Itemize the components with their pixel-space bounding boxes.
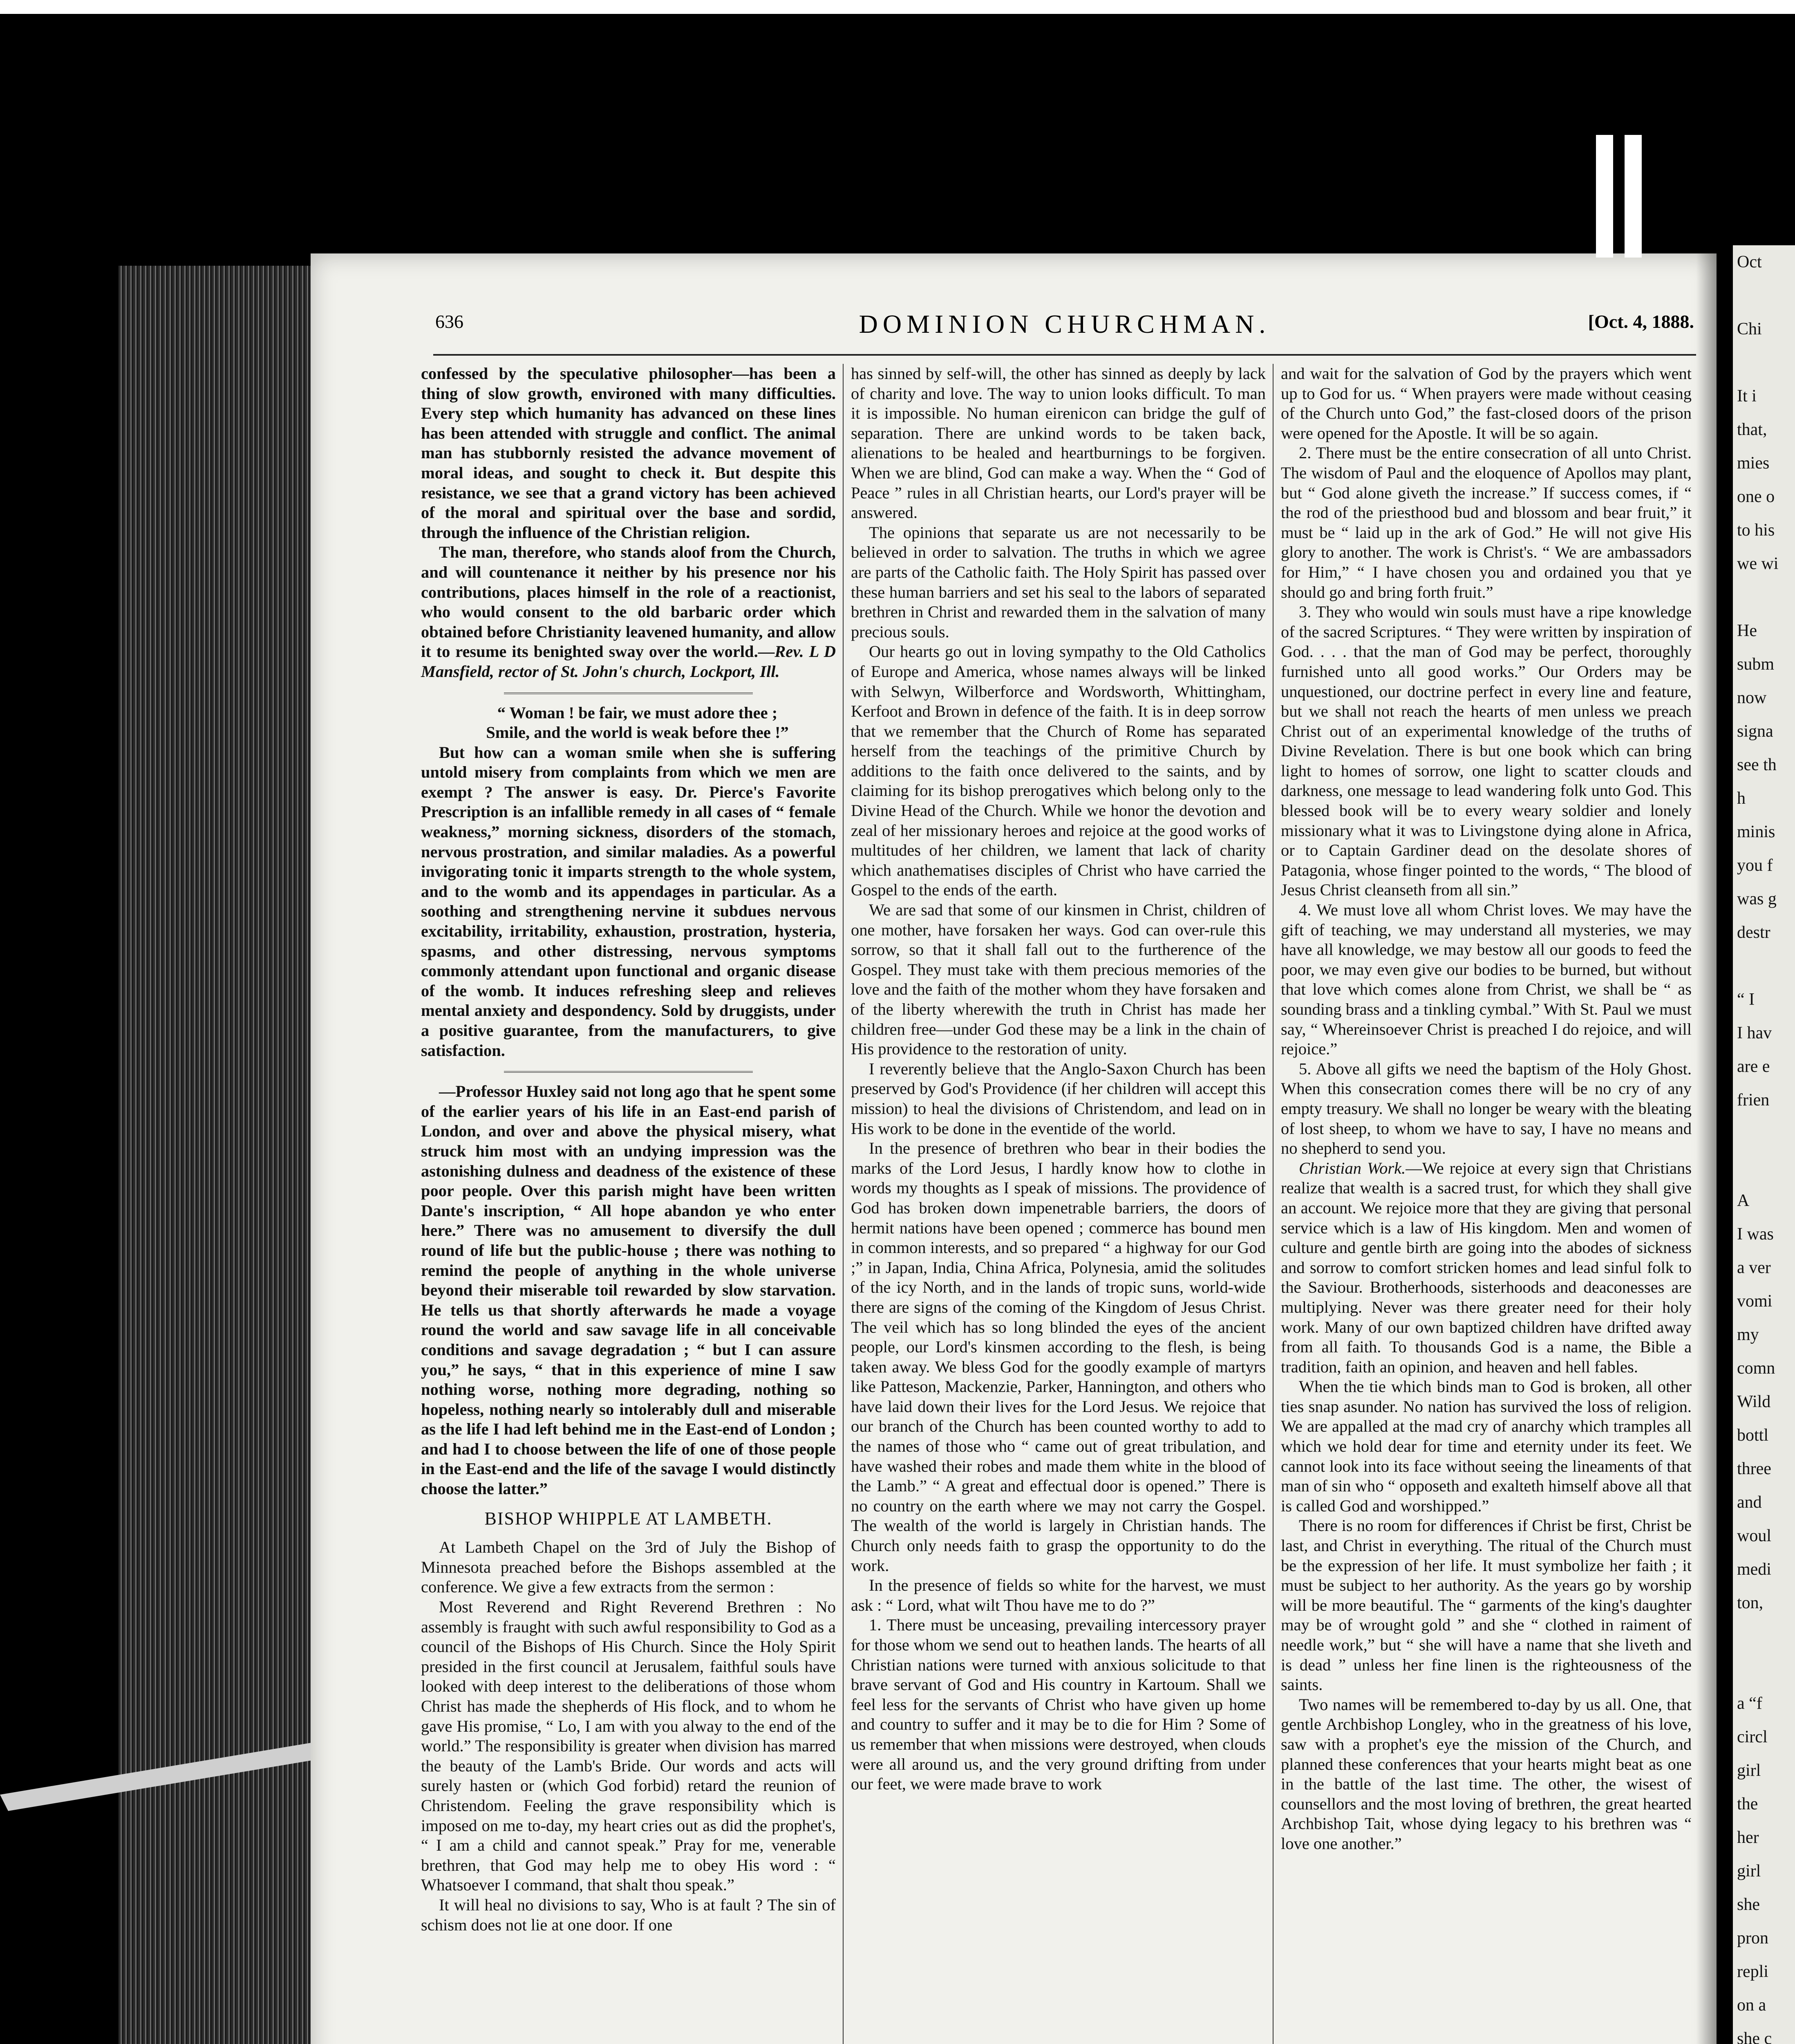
- adjacent-page-line: Chi: [1737, 320, 1762, 338]
- article-paragraph: 1. There must be unceasing, prevailing intercessory prayer for those whom we send out to heathen lands. The hearts of all Christian nations were turned with anxious solicitude to that brave servant of God and His country in Kartoum. Shall we feel less for the servants of Christ who have given up home and country to suffer and it may be to die for Him ? Some of us remember that when missions were destroyed, when clouds were all around us, and the very ground drifting from under our feet, we were made brave to work: [851, 1616, 1266, 1793]
- adjacent-page-line: h: [1737, 789, 1746, 808]
- adjacent-page-line: subm: [1737, 655, 1775, 674]
- article-paragraph: has sinned by self-will, the other has sinned as deeply by lack of charity and love. The way to union looks difficult. To man it is impossible. No human eirenicon can bridge the gulf of separation. There are unkind words to be taken back, alienations to be healed and heartburnings to be forgiven. When we are blind, God can make a way. When the “ God of Peace ” rules in all Christian hearts, our Lord's prayer will be answered.: [851, 364, 1266, 522]
- advertisement-paragraph: But how can a woman smile when she is suffering untold misery from complaints from which we men are exempt ? The answer is easy. Dr. Pierce's Favorite Prescription is an infallible remedy in all cases of “ female weakness,” morning sickness, disorders of the stomach, nervous prostration, and similar maladies. As a powerful invigorating tonic it imparts strength to the whole system, and to the womb and its appendages in particular. As a soothing and strengthening nervine it subdues nervous excitability, irritability, exhaustion, prostration, hysteria, spasms, and other distressing, nervous symptoms commonly attendant upon functional and organic disease of the womb. It induces refreshing sleep and relieves mental anxiety and despondency. Sold by druggists, under a positive guarantee, from the manufacturers, to give satisfaction.: [421, 743, 836, 1060]
- adjacent-page-line: signa: [1737, 722, 1773, 741]
- adjacent-page-line: was g: [1737, 890, 1777, 908]
- adjacent-page-line: [1733, 949, 1795, 983]
- adjacent-page-line: on a: [1737, 1996, 1766, 2015]
- masthead-title: DOMINION CHURCHMAN.: [859, 309, 1271, 338]
- adjacent-page-line: she: [1737, 1895, 1760, 1914]
- adjacent-page-line: vomi: [1737, 1292, 1773, 1311]
- article-paragraph: 5. Above all gifts we need the baptism of the Holy Ghost. When this consecration comes there will be no cry of any empty treasury. We shall no longer be weary with the bleating of lost sheep, to whom we have to say, I have no means and no shepherd to send you.: [1281, 1059, 1692, 1158]
- adjacent-page-line: [1733, 1620, 1795, 1653]
- article-paragraph: It will heal no divisions to say, Who is at fault ? The sin of schism does not lie at one door. If one: [421, 1895, 836, 1934]
- adjacent-page-line: “ I: [1737, 990, 1755, 1009]
- adjacent-page-line: girl: [1737, 1761, 1761, 1780]
- adjacent-page-line: see th: [1737, 755, 1777, 774]
- column-divider: [1273, 364, 1274, 2044]
- article-paragraph: 3. They who would win souls must have a ripe knowledge of the sacred Scriptures. “ They were written by inspiration of God. . . . that the man of God may be perfect, thoroughly furnished unto all good works.” Our Orders may be unquestioned, our doctrine perfect in every line and feature, but we shall not reach the hearts of men unless we preach Christ out of an experimental knowledge of the truths of Divine Revelation. There is but one book which can bring light to homes of sorrow, one light to scatter clouds and darkness, one message to lead wandering folk unto God. This blessed book will be to every weary soldier and lonely missionary what it was to Livingstone dying alone in Africa, or to Captain Gardiner dead on the desolate shores of Patagonia, whose finger pointed to the words, “ The blood of Jesus Christ cleanseth from all sin.”: [1281, 603, 1692, 899]
- adjacent-page-line: I hav: [1737, 1024, 1772, 1042]
- article-paragraph: In the presence of brethren who bear in their bodies the marks of the Lord Jesus, I hardly know how to clothe in words my thoughts as I speak of missions. The providence of God has broken down impenetrable barriers, the doors of hermit nations have been opened ; commerce has bound men in common interests, and so prepared “ a highway for our God ;” in Japan, India, China Africa, Polynesia, amid the solitudes of the icy North, and in the lands of tropic suns, world-wide there are signs of the coming of the Kingdom of Jesus Christ. The veil which has so long blinded the eyes of the ancient people, our Lord's kinsmen according to the flesh, is being taken away. We bless God for the goodly example of martyrs like Patteson, Mackenzie, Parker, Hannington, and others who have laid down their lives for the Lord Jesus. We rejoice that our branch of the Church has been counted worthy to add to the names of those who “ came out of great tribulation, and have washed their robes and made them white in the blood of the Lamb.” “ A great and effectual door is opened.” There is no country on the earth where we may not carry the Gospel. The wealth of the world is largely in Christian hands. The Church only needs faith to grasp the opportunity to do the work.: [851, 1139, 1266, 1575]
- adjacent-page-line: woul: [1737, 1526, 1771, 1545]
- adjacent-page-line: [1733, 1117, 1795, 1150]
- adjacent-page-line: one o: [1737, 487, 1775, 506]
- article-paragraph: There is no room for differences if Christ be first, Christ be last, and Christ in everything. The ritual of the Church must be the expression of her life. It must symbolize her faith ; it must be subject to her authority. As the years go by worship will be more beautiful. The “ garments of the king's daughter may be of wrought gold ” and she “ clothed in raiment of needle work,” but “ she will have a name that she liveth and is dead ” unless her fine linen is the righteousness of the saints.: [1281, 1516, 1692, 1694]
- adjacent-page-text: [1733, 245, 1795, 2044]
- adjacent-page-line: her: [1737, 1828, 1759, 1847]
- adjacent-page-line: the: [1737, 1795, 1758, 1813]
- adjacent-page-line: minis: [1737, 823, 1775, 841]
- adjacent-page-line: that,: [1737, 420, 1767, 439]
- adjacent-page-line: she c: [1737, 2029, 1772, 2044]
- article-paragraph: 4. We must love all whom Christ loves. We may have the gift of teaching, we may understand all mysteries, we may have all knowledge, we may bestow all our goods to feed the poor, we may even give our bodies to be burned, but without that love which comes alone from Christ, we shall be “ as sounding brass and a tinkling cymbal.” With St. Paul we must say, “ Whereinsoever Christ is preached I do rejoice, and will rejoice.”: [1281, 901, 1692, 1058]
- adjacent-page-line: ton,: [1737, 1594, 1764, 1612]
- article-heading: BISHOP WHIPPLE AT LAMBETH.: [484, 1508, 772, 1529]
- adjacent-page-line: medi: [1737, 1560, 1771, 1579]
- adjacent-page-line: circl: [1737, 1728, 1768, 1746]
- adjacent-page-line: A: [1737, 1191, 1750, 1210]
- issue-date: [Oct. 4, 1888.: [1588, 311, 1694, 332]
- article-paragraph: Two names will be remembered to-day by us all. One, that gentle Archbishop Longley, who in the greatness of his love, saw with a prophet's eye the mission of the Church, and planned these conferences that your hearts might beat as one in the battle of the last time. The other, the wisest of counsellors and the most loving of brethren, the great hearted Archbishop Tait, whose dying legacy to his brethren was “ love one another.”: [1281, 1695, 1692, 1853]
- column-3: [1281, 364, 1692, 1854]
- adjacent-page-line: [1733, 346, 1795, 379]
- adjacent-page-line: girl: [1737, 1862, 1761, 1880]
- adjacent-page-line: you f: [1737, 856, 1773, 875]
- column-divider: [843, 364, 844, 2044]
- adjacent-page-line: comn: [1737, 1359, 1775, 1378]
- adjacent-page-strip: [1733, 245, 1795, 2044]
- verse-line: Smile, and the world is weak before thee !”: [486, 723, 789, 742]
- top-white-strip: [0, 0, 1795, 14]
- scanner-marker: [1625, 135, 1642, 258]
- subsection-lead: Christian Work.: [1299, 1159, 1406, 1177]
- adjacent-page-line: are e: [1737, 1057, 1770, 1076]
- adjacent-page-line: [1733, 580, 1795, 614]
- adjacent-page-line: frien: [1737, 1091, 1770, 1109]
- adjacent-page-line: now: [1737, 688, 1767, 707]
- article-paragraph: At Lambeth Chapel on the 3rd of July the Bishop of Minnesota preached before the Bishops assembled at the conference. We give a few extracts from the sermon :: [421, 1538, 836, 1596]
- adjacent-page-line: my: [1737, 1325, 1759, 1344]
- article-paragraph: 2. There must be the entire consecration of all unto Christ. The wisdom of Paul and the eloquence of Apollos may plant, but “ God alone giveth the increase.” If success comes, if “ the rod of the priesthood bud and blossom and bear fruit,” it must be “ laid up in the ark of God.” He will not give His glory to another. The work is Christ's. “ We are ambassadors for Him,” “ I have chosen you and ordained you that ye should go and bring forth fruit.”: [1281, 444, 1692, 601]
- header-rule: [433, 354, 1696, 356]
- article-paragraph: When the tie which binds man to God is broken, all other ties snap asunder. No nation has survived the loss of religion. We are appalled at the mad cry of anarchy which tramples all which we hold dear for time and eternity under its feet. We cannot look into its face without seeing the lineaments of that man of sin who “ opposeth and exalteth himself above all that is called God and worshipped.”: [1281, 1377, 1692, 1515]
- article-paragraph: confessed by the speculative philosopher—has been a thing of slow growth, environed with many difficulties. Every step which humanity has advanced on these lines has been attended with struggle and conflict. The animal man has stubbornly resisted the advance movement of moral ideas, and sought to check it. But despite this resistance, we see that a grand victory has been achieved of the moral and spiritual over the base and sordid, through the influence of the Christian religion.: [421, 364, 836, 542]
- adjacent-page-line: mies: [1737, 454, 1770, 473]
- article-paragraph: Christian Work.—We rejoice at every sign that Christians realize that wealth is a sacred trust, for which they shall give an account. We rejoice more that they are giving that personal service which is a law of His kingdom. Men and women of culture and gentle birth are going into the abodes of sickness and sorrow to comfort stricken homes and lead sinful folk to the Saviour. Brotherhoods, sisterhoods and deaconesses are multiplying. Never was there greater need for their holy work. Many of our own baptized children have drifted away from all faith. To thousands God is a name, the Bible a tradition, faith an opinion, and heaven and hell fables.: [1281, 1159, 1692, 1376]
- author-signature: Rev. L D Mansfield, rector of St. John's church, Lockport, Ill.: [421, 642, 836, 681]
- adjacent-page-line: three: [1737, 1459, 1771, 1478]
- spine-shadow: [1696, 253, 1733, 2044]
- article-paragraph: We are sad that some of our kinsmen in Christ, children of one mother, have forsaken her ways. God can over-rule this sorrow, so that it shall fall out to the furtherence of the Gospel. They must take with them precious memories of the love and the faith of the mother whom they have forsaken and of the liberty wherewith the truth in Christ has made her children free—under God these may be a link in the chain of His providence to the restoration of unity.: [851, 901, 1266, 1058]
- adjacent-page-line: to his: [1737, 521, 1775, 540]
- adjacent-page-line: pron: [1737, 1929, 1768, 1948]
- section-separator: [504, 1071, 753, 1073]
- column-1: [421, 364, 836, 1935]
- article-paragraph: I reverently believe that the Anglo-Saxon Church has been preserved by God's Providence (if her children will accept this mission) to heal the divisions of Christendom, and lead on in His work to be done in the eventide of the world.: [851, 1059, 1266, 1138]
- adjacent-page-line: He: [1737, 621, 1757, 640]
- article-paragraph: —Professor Huxley said not long ago that he spent some of the earlier years of his life in an East-end parish of London, and over and above the physical misery, what struck him most with an undying impression was the astonishing dulness and deadness of the existence of these poor people. Over this parish might have been written Dante's inscription, “ All hope abandon ye who enter here.” There was no amusement to diversify the dull round of life but the public-house ; there was nothing to remind the people of anything in the whole universe beyond their miserable toil rewarded by slow starvation. He tells us that shortly afterwards he made a voyage round the world and saw savage life in all conceivable conditions and savage degradation ; “ but I can assure you,” he says, “ that in this experience of mine I saw nothing worse, nothing more degrading, nothing so hopeless, nothing nearly so intolerably dull and miserable as the life I had left behind me in the East-end of London ; and had I to choose between the life of one of those people in the East-end and the life of the savage I would distinctly choose the latter.”: [421, 1082, 836, 1498]
- adjacent-page-line: Wild: [1737, 1392, 1771, 1411]
- adjacent-page-line: bottl: [1737, 1426, 1769, 1445]
- article-paragraph: Most Reverend and Right Reverend Brethren : No assembly is fraught with such awful responsibility to God as a council of the Bishops of His Church. Since the Holy Spirit presided in the first council at Jerusalem, faithful souls have looked with deep interest to the deliberations of those whom Christ has made the shepherds of His flock, and to whom he gave His promise, “ Lo, I am with you alway to the end of the world.” The responsibility is greater when division has marred the beauty of the Lamb's Bride. Our words and acts will surely hasten or (which God forbid) retard the reunion of Christendom. Feeling the grave responsibility which is imposed on me to-day, my heart cries out as did the prophet's, “ I am a child and cannot speak.” Pray for me, venerable brethren, that God may help me to obey His word : “ Whatsoever I command, that shalt thou speak.”: [421, 1598, 836, 1894]
- section-separator: [504, 693, 753, 694]
- adjacent-page-line: Oct: [1737, 253, 1762, 271]
- adjacent-page-line: [1733, 279, 1795, 312]
- page-header: [435, 311, 1694, 343]
- article-paragraph: The man, therefore, who stands aloof from the Church, and will countenance it neither by his presence nor his contributions, places himself in the role of a reactionist, who would consent to the old barbaric order which obtained before Christianity leavened humanity, and allow it to resume its benighted sway over the world.—Rev. L D Mansfield, rector of St. John's church, Lockport, Ill.: [421, 543, 836, 681]
- article-paragraph: Our hearts go out in loving sympathy to the Old Catholics of Europe and America, whose names always will be linked with Selwyn, Wilberforce and Wordsworth, Whittingham, Kerfoot and Brown in defence of the faith. It is in deep sorrow that we remember that the Church of Rome has separated herself from the teachings of the primitive Church by additions to the faith once delivered to the saints, and by claiming for its bishop prerogatives which belong only to the Divine Head of the Church. While we honor the devotion and zeal of her missionary heroes and rejoice at the good works of multitudes of her children, we lament that lack of charity which anathematises disciples of Christ who have carried the Gospel to the ends of the earth.: [851, 642, 1266, 899]
- article-paragraph: In the presence of fields so white for the harvest, we must ask : “ Lord, what wilt Thou have me to do ?”: [851, 1576, 1266, 1614]
- adjacent-page-line: destr: [1737, 923, 1770, 942]
- adjacent-page-line: [1733, 1150, 1795, 1184]
- adjacent-page-line: repli: [1737, 1962, 1768, 1981]
- adjacent-page-line: It i: [1737, 387, 1757, 406]
- adjacent-page-line: [1733, 1653, 1795, 1687]
- adjacent-page-line: and: [1737, 1493, 1762, 1512]
- scanner-marker: [1596, 135, 1613, 258]
- adjacent-page-line: a ver: [1737, 1258, 1771, 1277]
- article-paragraph: The opinions that separate us are not necessarily to be believed in order to salvation. The truths in which we agree are parts of the Catholic faith. The Holy Spirit has passed over these human barriers and set his seal to the labors of separated brethren in Christ and rewarded them in the salvation of many precious souls.: [851, 523, 1266, 641]
- verse-line: “ Woman ! be fair, we must adore thee ;: [497, 703, 778, 722]
- article-paragraph: and wait for the salvation of God by the prayers which went up to God for us. “ When prayers were made without ceasing of the Church unto God,” the fast-closed doors of the prison were opened for the Apostle. It will be so again.: [1281, 364, 1692, 442]
- adjacent-page-line: I was: [1737, 1225, 1774, 1244]
- adjacent-page-line: we wi: [1737, 554, 1779, 573]
- adjacent-page-line: a “f: [1737, 1694, 1762, 1713]
- column-2: [851, 364, 1266, 1794]
- page-number: 636: [435, 311, 463, 332]
